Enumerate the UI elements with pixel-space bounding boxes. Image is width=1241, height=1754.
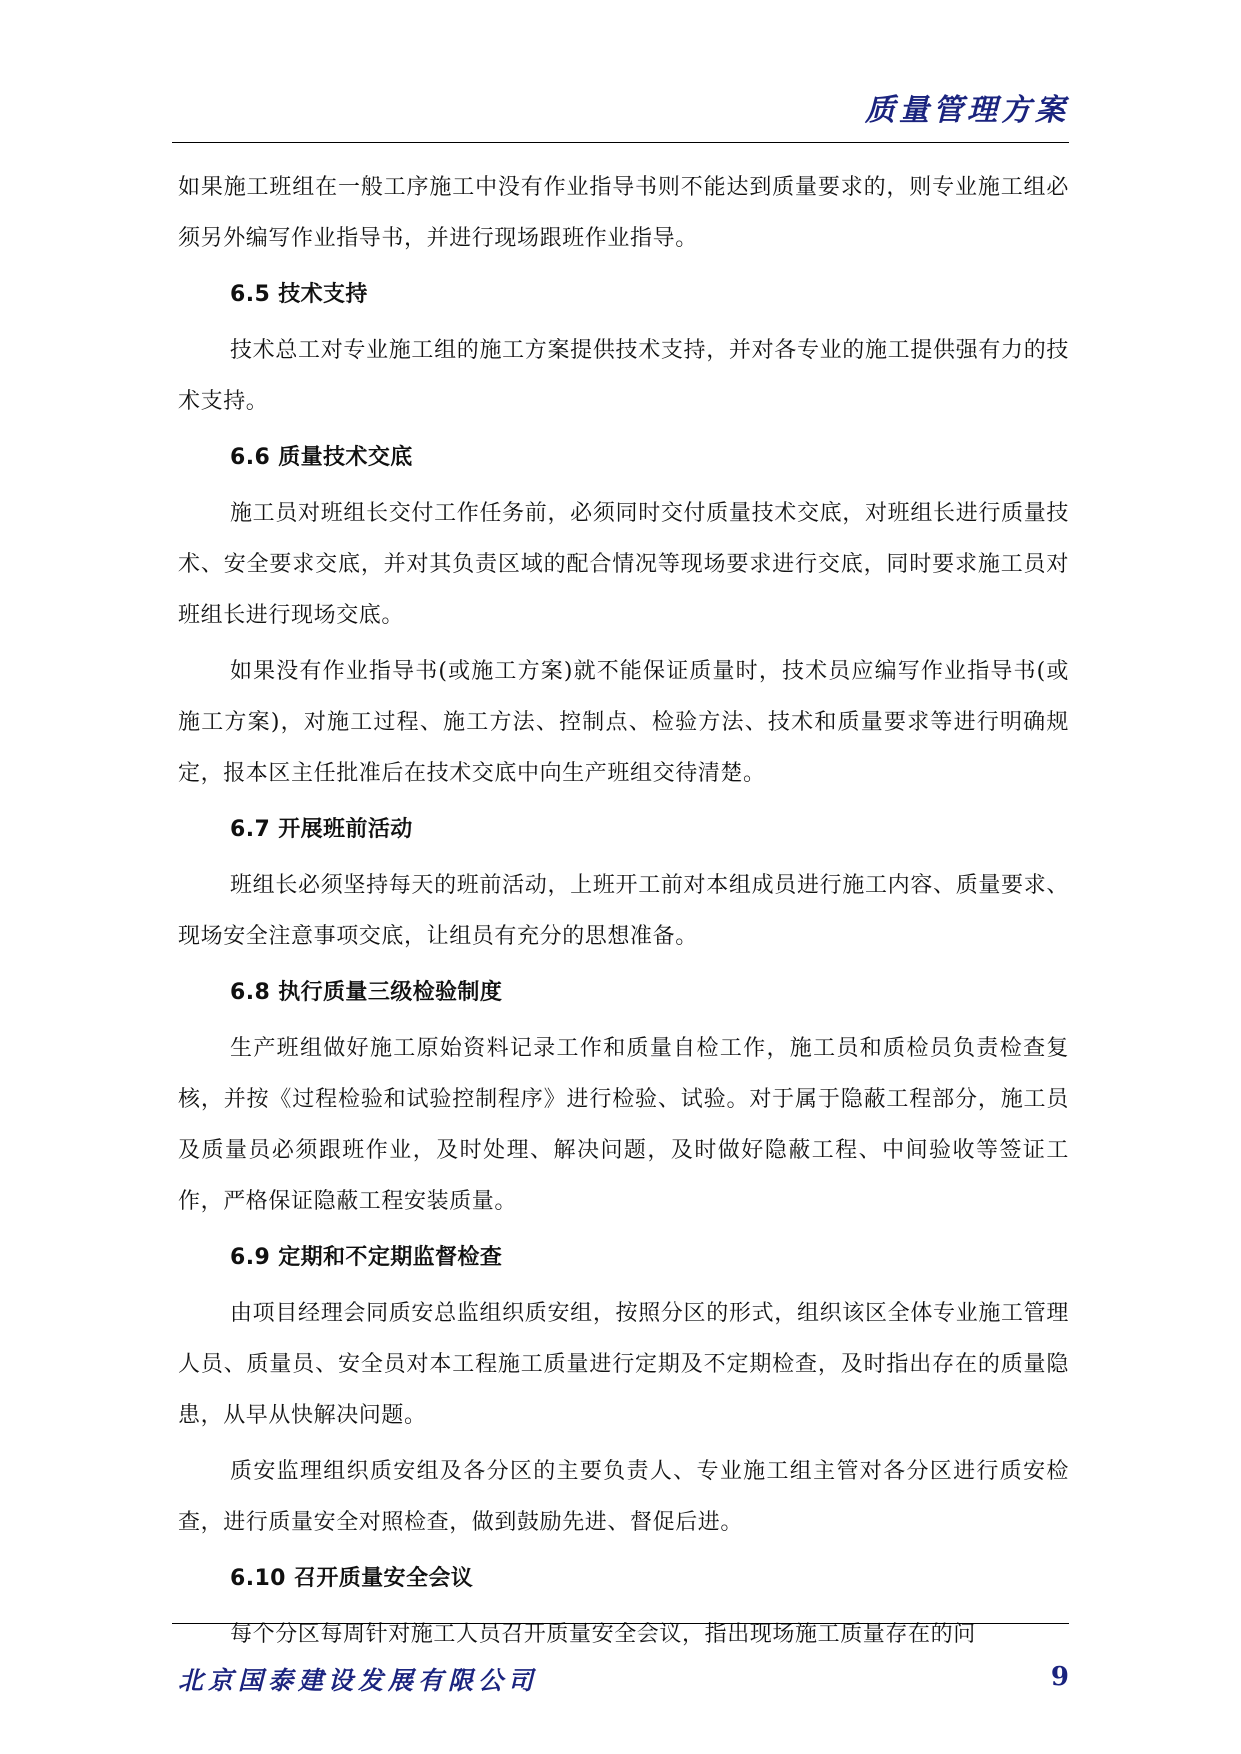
- section-heading: 6.8 执行质量三级检验制度: [230, 980, 503, 1005]
- paragraph: 如果没有作业指导书(或施工方案)就不能保证质量时，技术员应编写作业指导书(或施工方案)，对施工过程、施工方法、控制点、检验方法、技术和质量要求等进行明确规定，报本区主任批准后在技术交底中向生产班组交待清楚。: [178, 659, 1069, 786]
- paragraph: 班组长必须坚持每天的班前活动，上班开工前对本组成员进行施工内容、质量要求、现场安全注意事项交底，让组员有充分的思想准备。: [178, 873, 1069, 949]
- section-heading: 6.9 定期和不定期监督检查: [230, 1245, 503, 1270]
- paragraph: 施工员对班组长交付工作任务前，必须同时交付质量技术交底，对班组长进行质量技术、安全要求交底，并对其负责区域的配合情况等现场要求进行交底，同时要求施工员对班组长进行现场交底。: [178, 501, 1069, 628]
- section-heading: 6.10 召开质量安全会议: [230, 1566, 474, 1591]
- paragraph: 技术总工对专业施工组的施工方案提供技术支持，并对各专业的施工提供强有力的技术支持。: [178, 338, 1069, 414]
- document-body: [178, 162, 1069, 1665]
- document-header-title: 质量管理方案: [865, 93, 1069, 128]
- section-heading: 6.7 开展班前活动: [230, 817, 413, 842]
- footer-company-name: 北京国泰建设发展有限公司: [178, 1666, 539, 1695]
- page-number: 9: [1050, 1662, 1069, 1692]
- paragraph: 如果施工班组在一般工序施工中没有作业指导书则不能达到质量要求的，则专业施工组必须另外编写作业指导书，并进行现场跟班作业指导。: [178, 175, 1069, 251]
- paragraph: 由项目经理会同质安总监组织质安组，按照分区的形式，组织该区全体专业施工管理人员、质量员、安全员对本工程施工质量进行定期及不定期检查，及时指出存在的质量隐患，从早从快解决问题。: [178, 1301, 1069, 1428]
- paragraph: 每个分区每周针对施工人员召开质量安全会议，指出现场施工质量存在的问: [230, 1622, 976, 1647]
- section-heading: 6.5 技术支持: [230, 282, 368, 307]
- paragraph: 生产班组做好施工原始资料记录工作和质量自检工作，施工员和质检员负责检查复核，并按《过程检验和试验控制程序》进行检验、试验。对于属于隐蔽工程部分，施工员及质量员必须跟班作业，及时处理、解决问题，及时做好隐蔽工程、中间验收等签证工作，严格保证隐蔽工程安装质量。: [178, 1036, 1069, 1214]
- paragraph: 质安监理组织质安组及各分区的主要负责人、专业施工组主管对各分区进行质安检查，进行质量安全对照检查，做到鼓励先进、督促后进。: [178, 1459, 1069, 1535]
- section-heading: 6.6 质量技术交底: [230, 445, 413, 470]
- header-divider: [172, 142, 1069, 143]
- footer-divider: [172, 1623, 1069, 1624]
